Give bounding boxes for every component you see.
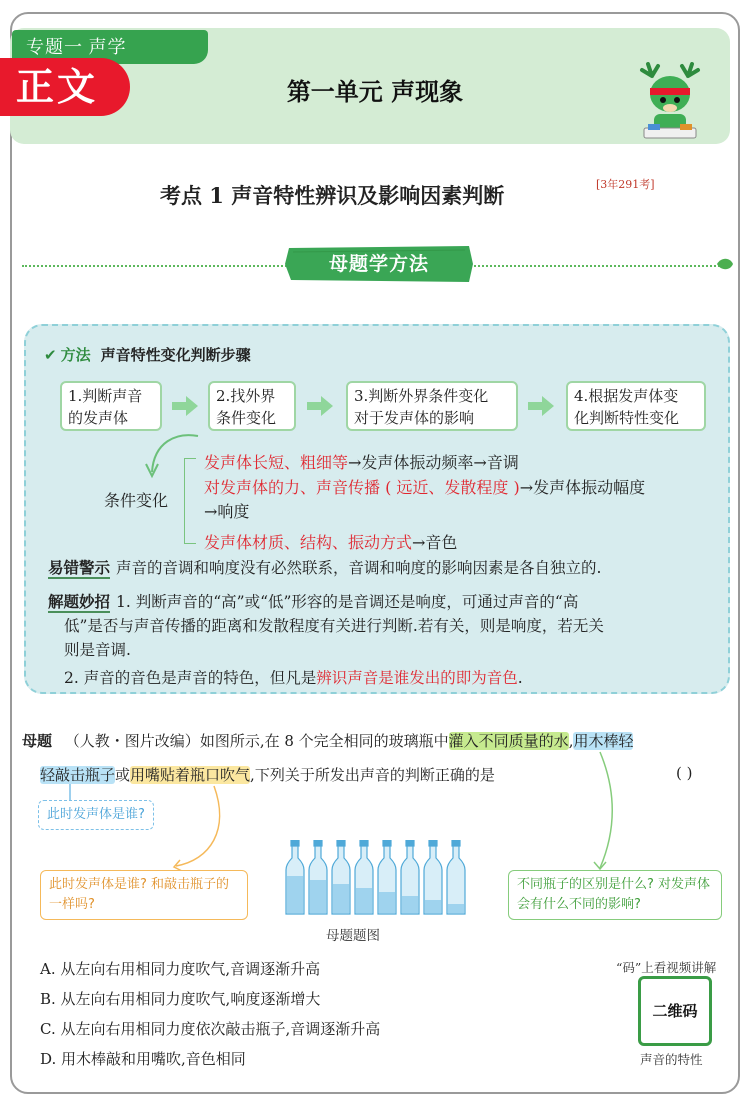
check-icon: ✔ (44, 346, 57, 364)
question-comma: , (568, 732, 574, 750)
error-warning-text: 声音的音调和响度没有必然联系，音调和响度的影响因素是各自独立的. (116, 559, 602, 577)
arrow-right-icon (172, 396, 198, 416)
step-4 (566, 381, 706, 431)
qr-note: “码”上看视频讲解 (616, 960, 717, 975)
annotation-green: 不同瓶子的区别是什么? 对发声体会有什么不同的影响? (508, 870, 722, 920)
solving-tips (48, 590, 718, 690)
step-3-line-1: 3.判断外界条件变化 (354, 387, 489, 405)
leaf-icon (716, 257, 734, 271)
condition-2-result: →发声体振动幅度 (519, 478, 646, 497)
step-3 (346, 381, 518, 431)
highlight-stick: 用木棒轻 (573, 732, 634, 750)
step-3-line-2: 对于发声体的影响 (354, 409, 475, 427)
step-4-line-2: 化判断特性变化 (574, 409, 680, 427)
option-d[interactable]: D. 用木棒敲和用嘴吹,音色相同 (40, 1050, 246, 1068)
step-1 (60, 381, 162, 431)
solving-tip-line-3: 则是音调. (64, 641, 131, 659)
condition-bracket (184, 458, 196, 544)
method-label: 方法 (60, 346, 91, 364)
question-label: 母题 (22, 732, 53, 750)
annotation-blue: 此时发声体是谁? (38, 800, 154, 830)
condition-1-factor: 发声体长短、粗细等 (204, 453, 349, 472)
glass-bottles-figure (284, 840, 474, 916)
divider-left (22, 265, 290, 267)
topic-tab: 专题一 声学 (12, 30, 208, 64)
condition-2-result-cont: →响度 (204, 502, 250, 521)
step-4-line-1: 4.根据发声体变 (574, 387, 679, 405)
condition-line-3 (204, 530, 457, 553)
condition-line-1 (204, 450, 519, 473)
section-badge: 正文 (0, 58, 130, 116)
unit-title: 第一单元 声现象 (286, 78, 464, 106)
option-a[interactable]: A. 从左向右用相同力度吹气,音调逐渐升高 (40, 960, 321, 978)
arrow-right-icon (528, 396, 554, 416)
qr-code[interactable]: 二维码 (638, 976, 712, 1046)
kaodian-frequency-tag: [3年291考] (596, 178, 655, 191)
question-line-1 (22, 730, 633, 751)
condition-3-result: →音色 (412, 533, 458, 552)
condition-line-2b (204, 499, 249, 522)
question-line-2 (40, 764, 495, 785)
banner-label: 母题学方法 (328, 253, 429, 275)
highlight-stick-cont: 轻敲击瓶子 (40, 766, 116, 784)
deer-mascot-icon (630, 62, 710, 142)
question-text-c: ,下列关于所发出声音的判断正确的是 (250, 766, 495, 784)
condition-line-2 (204, 475, 645, 498)
highlight-water: 灌入不同质量的水 (448, 732, 569, 750)
solving-tip-line-2: 低”是否与声音传播的距离和发散程度有关进行判断.若有关，则是响度，若无关 (64, 617, 604, 635)
option-b[interactable]: B. 从左向右用相同力度吹气,响度逐渐增大 (40, 990, 321, 1008)
condition-1-result: →发声体振动频率→音调 (348, 453, 519, 472)
error-warning-label: 易错警示 (48, 559, 111, 577)
annotation-orange: 此时发声体是谁? 和敲击瓶子的一样吗? (40, 870, 248, 920)
question-source: （人教・图片改编） (64, 732, 200, 750)
step-2-line-2: 条件变化 (216, 409, 277, 427)
step-2-line-1: 2.找外界 (216, 387, 276, 405)
qr-caption: 声音的特性 (640, 1052, 703, 1067)
solving-tips-label: 解题妙招 (48, 593, 111, 611)
step-2 (208, 381, 296, 431)
question-text-b: 或 (115, 766, 131, 784)
error-warning (48, 556, 601, 578)
solving-tip-line-1: 1. 判断声音的“高”或“低”形容的是音调还是响度，可通过声音的“高 (116, 593, 579, 611)
figure-caption: 母题题图 (326, 928, 380, 944)
arrow-right-icon (307, 396, 333, 416)
condition-label: 条件变化 (104, 491, 169, 510)
method-heading (44, 344, 251, 365)
method-title: 声音特性变化判断步骤 (100, 346, 251, 364)
step-1-line-1: 1.判断声音 (68, 387, 143, 405)
step-1-line-2: 的发声体 (68, 409, 129, 427)
solving-tip-2-highlight: 辨识声音是谁发出的即为音色 (316, 669, 518, 687)
kaodian-title: 考点 1 声音特性辨识及影响因素判断 (160, 183, 505, 208)
divider-right (470, 265, 720, 267)
solving-tip-2-end: . (517, 669, 523, 687)
condition-2-factor: 对发声体的力、声音传播 ( 远近、发散程度 ) (204, 478, 520, 497)
answer-blank[interactable]: ( ) (676, 764, 693, 782)
option-c[interactable]: C. 从左向右用相同力度依次敲击瓶子,音调逐渐升高 (40, 1020, 381, 1038)
highlight-blow: 用嘴贴着瓶口吹气 (130, 766, 251, 784)
question-text-a: 如图所示,在 8 个完全相同的玻璃瓶中 (199, 732, 449, 750)
condition-3-factor: 发声体材质、结构、振动方式 (204, 533, 413, 552)
solving-tip-2-text: 2. 声音的音色是声音的特色，但凡是 (64, 669, 317, 687)
